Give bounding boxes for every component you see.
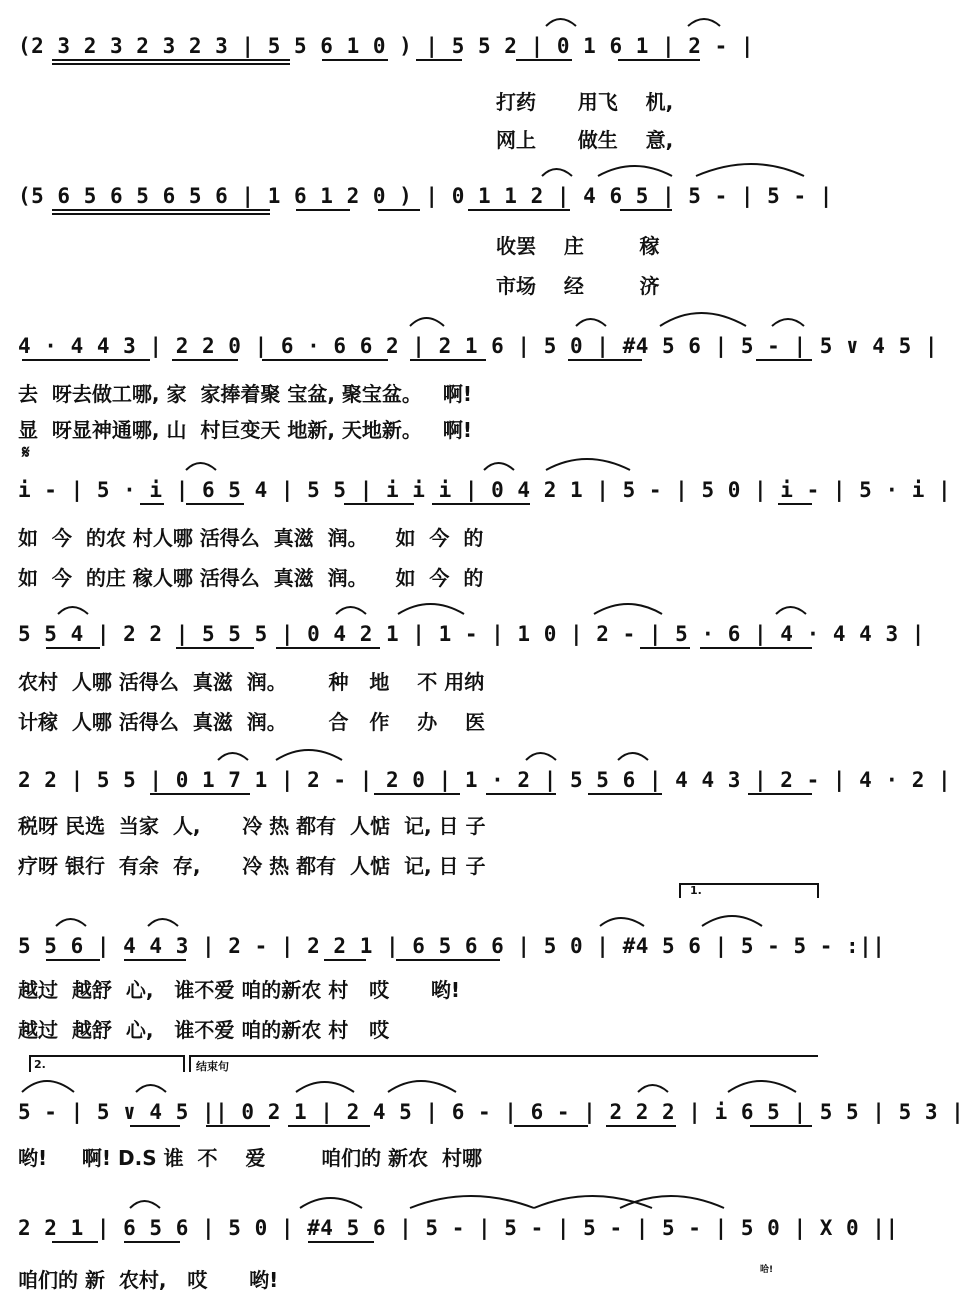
slur bbox=[776, 607, 806, 614]
notation-system-8: 5 - | 5 ∨ 4 5 || 0 2 1 | 2 4 5 | 6 - | 6 - | 2 2 2 | i 6 5 | 5 5 | 5 3 | bbox=[18, 1100, 964, 1124]
notation-system-6: 2 2 | 5 5 | 0 1 7 1 | 2 - | 2 0 | 1 · 2 | 5 5 6 | 4 4 3 | 2 - | 4 · 2 | bbox=[18, 768, 952, 792]
notation-system-3: 4 · 4 4 3 | 2 2 0 | 6 · 6 6 2 | 2 1 6 | 5 0 | #4 5 6 | 5 - | 5 ∨ 4 5 | bbox=[18, 334, 939, 358]
slur bbox=[576, 319, 606, 326]
slur bbox=[728, 1081, 796, 1092]
notation-system-5: 5 5 4 | 2 2 | 5 5 5 | 0 4 2 1 | 1 - | 1 0 | 2 - | 5 · 6 | 4 · 4 4 3 | bbox=[18, 622, 925, 646]
segno-sign: 𝄋 bbox=[22, 442, 30, 463]
slur bbox=[276, 750, 342, 760]
slur bbox=[618, 753, 648, 760]
slur bbox=[296, 1082, 354, 1092]
beam-underline bbox=[52, 60, 700, 64]
coda-label: 结束句 bbox=[196, 1060, 229, 1073]
slur bbox=[484, 463, 514, 470]
slur bbox=[336, 607, 366, 614]
beam-underline bbox=[52, 210, 672, 214]
notation-system-4: i - | 5 · i | 6 5 4 | 5 5 | i i i | 0 4 2 1 | 5 - | 5 0 | i - | 5 · i | bbox=[18, 478, 952, 502]
slur bbox=[410, 318, 444, 326]
slur bbox=[388, 1081, 456, 1092]
slur bbox=[410, 1196, 534, 1208]
slur bbox=[702, 916, 762, 926]
slur bbox=[398, 604, 464, 614]
slur bbox=[56, 919, 86, 926]
slur bbox=[772, 319, 804, 326]
slur bbox=[598, 166, 672, 176]
score-page: (2 3 2 3 2 3 2 3 | 5 5 6 1 0 ) | 5 5 2 | 0 1 6 1 | 2 - | 打药 用飞 机, 网上 做生 意, (5 6 5 6 5 6 5 6 | 1 6 1 2 0 ) | 0 1 1 2 | 4 6 5 | 5 - | 5 - | 收罢 庄 稼 市场 经 济 4 · 4 4 3 | 2 2 0 | 6 · 6 6 2 | 2 1 6 | 5 0 | #4 5 6 | 5 - | 5 ∨ 4 5 | 去 呀去做工哪, 家 家捧着聚 宝盆, 聚宝盆。 啊! 显 呀显神通哪, 山 村巨变天 地新, 天地新。 啊! 𝄋 i - | 5 · i | 6 5 4 | 5 5 | i i i | 0 4 2 1 | 5 - | 5 0 | i - | 5 · i | 如 今 的农 村人哪 活得么 真滋 润。 如 今 的 如 今 的庄 稼人哪 活得么 真滋 润。 如 今 的 5 5 4 | 2 2 | 5 5 5 | 0 4 2 1 | 1 - | 1 0 | 2 - | 5 · 6 | 4 · 4 4 3 | 农村 人哪 活得么 真滋 润。 种 地 不 用纳 计稼 人哪 活得么 真滋 润。 合 作 办 医 2 2 | 5 5 | 0 1 7 1 | 2 - | 2 0 | 1 · 2 | 5 5 6 | 4 4 3 | 2 - | 4 · 2 | 税呀 民选 当家 人, 冷 热 都有 人惦 记, 日 子 疗呀 银行 有余 存, 冷 热 都有 人惦 记, 日 子 1. 5 5 6 | 4 4 3 | 2 - | 2 2 1 | 6 5 6 6 | 5 0 | #4 5 6 | 5 - 5 - :|| 越过 越舒 心, 谁不爱 咱的新农 村 哎 哟! 越过 越舒 心, 谁不爱 咱的新农 村 哎 2. 结束句 5 - | 5 ∨ 4 5 || 0 2 1 | 2 4 5 | 6 - | 6 - | 2 2 2 | i 6 5 | 5 5 | 5 3 | 哟! 啊! D.S 谁 不 爱 咱们的 新农 村哪 2 2 1 | 6 5 6 | 5 0 | #4 5 6 | 5 - | 5 - | 5 - | 5 - | 5 0 | X 0 || 咱们的 新 农村, 哎 哟! 哈! bbox=[0, 0, 844, 1308]
slur bbox=[526, 753, 556, 760]
notation-system-1: (2 3 2 3 2 3 2 3 | 5 5 6 1 0 ) | 5 5 2 | 0 1 6 1 | 2 - | bbox=[18, 34, 755, 58]
slur bbox=[620, 1196, 724, 1208]
slur bbox=[542, 169, 572, 176]
slur bbox=[546, 19, 576, 26]
slur bbox=[148, 919, 178, 926]
notation-system-2: (5 6 5 6 5 6 5 6 | 1 6 1 2 0 ) | 0 1 1 2 | 4 6 5 | 5 - | 5 - | bbox=[18, 184, 833, 208]
slur bbox=[136, 1085, 166, 1092]
volta-bracket bbox=[680, 884, 818, 898]
slur bbox=[594, 604, 662, 614]
slur bbox=[696, 164, 804, 176]
volta-bracket bbox=[190, 1056, 818, 1072]
slur bbox=[638, 1085, 668, 1092]
slur bbox=[546, 459, 630, 470]
notation-system-7: 5 5 6 | 4 4 3 | 2 - | 2 2 1 | 6 5 6 6 | 5 0 | #4 5 6 | 5 - 5 - :|| bbox=[18, 934, 886, 958]
fine-mark: 哈! bbox=[760, 1265, 774, 1275]
slur bbox=[300, 1198, 362, 1208]
volta-2-label: 2. bbox=[34, 1058, 46, 1071]
slur bbox=[22, 1081, 74, 1092]
volta-1-label: 1. bbox=[690, 884, 702, 897]
slur bbox=[130, 1201, 160, 1208]
volta-bracket bbox=[30, 1056, 184, 1072]
notation-system-9: 2 2 1 | 6 5 6 | 5 0 | #4 5 6 | 5 - | 5 - | 5 - | 5 - | 5 0 | X 0 || bbox=[18, 1216, 899, 1240]
slur bbox=[58, 607, 88, 614]
slur bbox=[186, 463, 216, 470]
slur bbox=[688, 19, 720, 26]
slur bbox=[600, 918, 644, 926]
slur bbox=[218, 753, 248, 760]
slur bbox=[660, 313, 746, 326]
